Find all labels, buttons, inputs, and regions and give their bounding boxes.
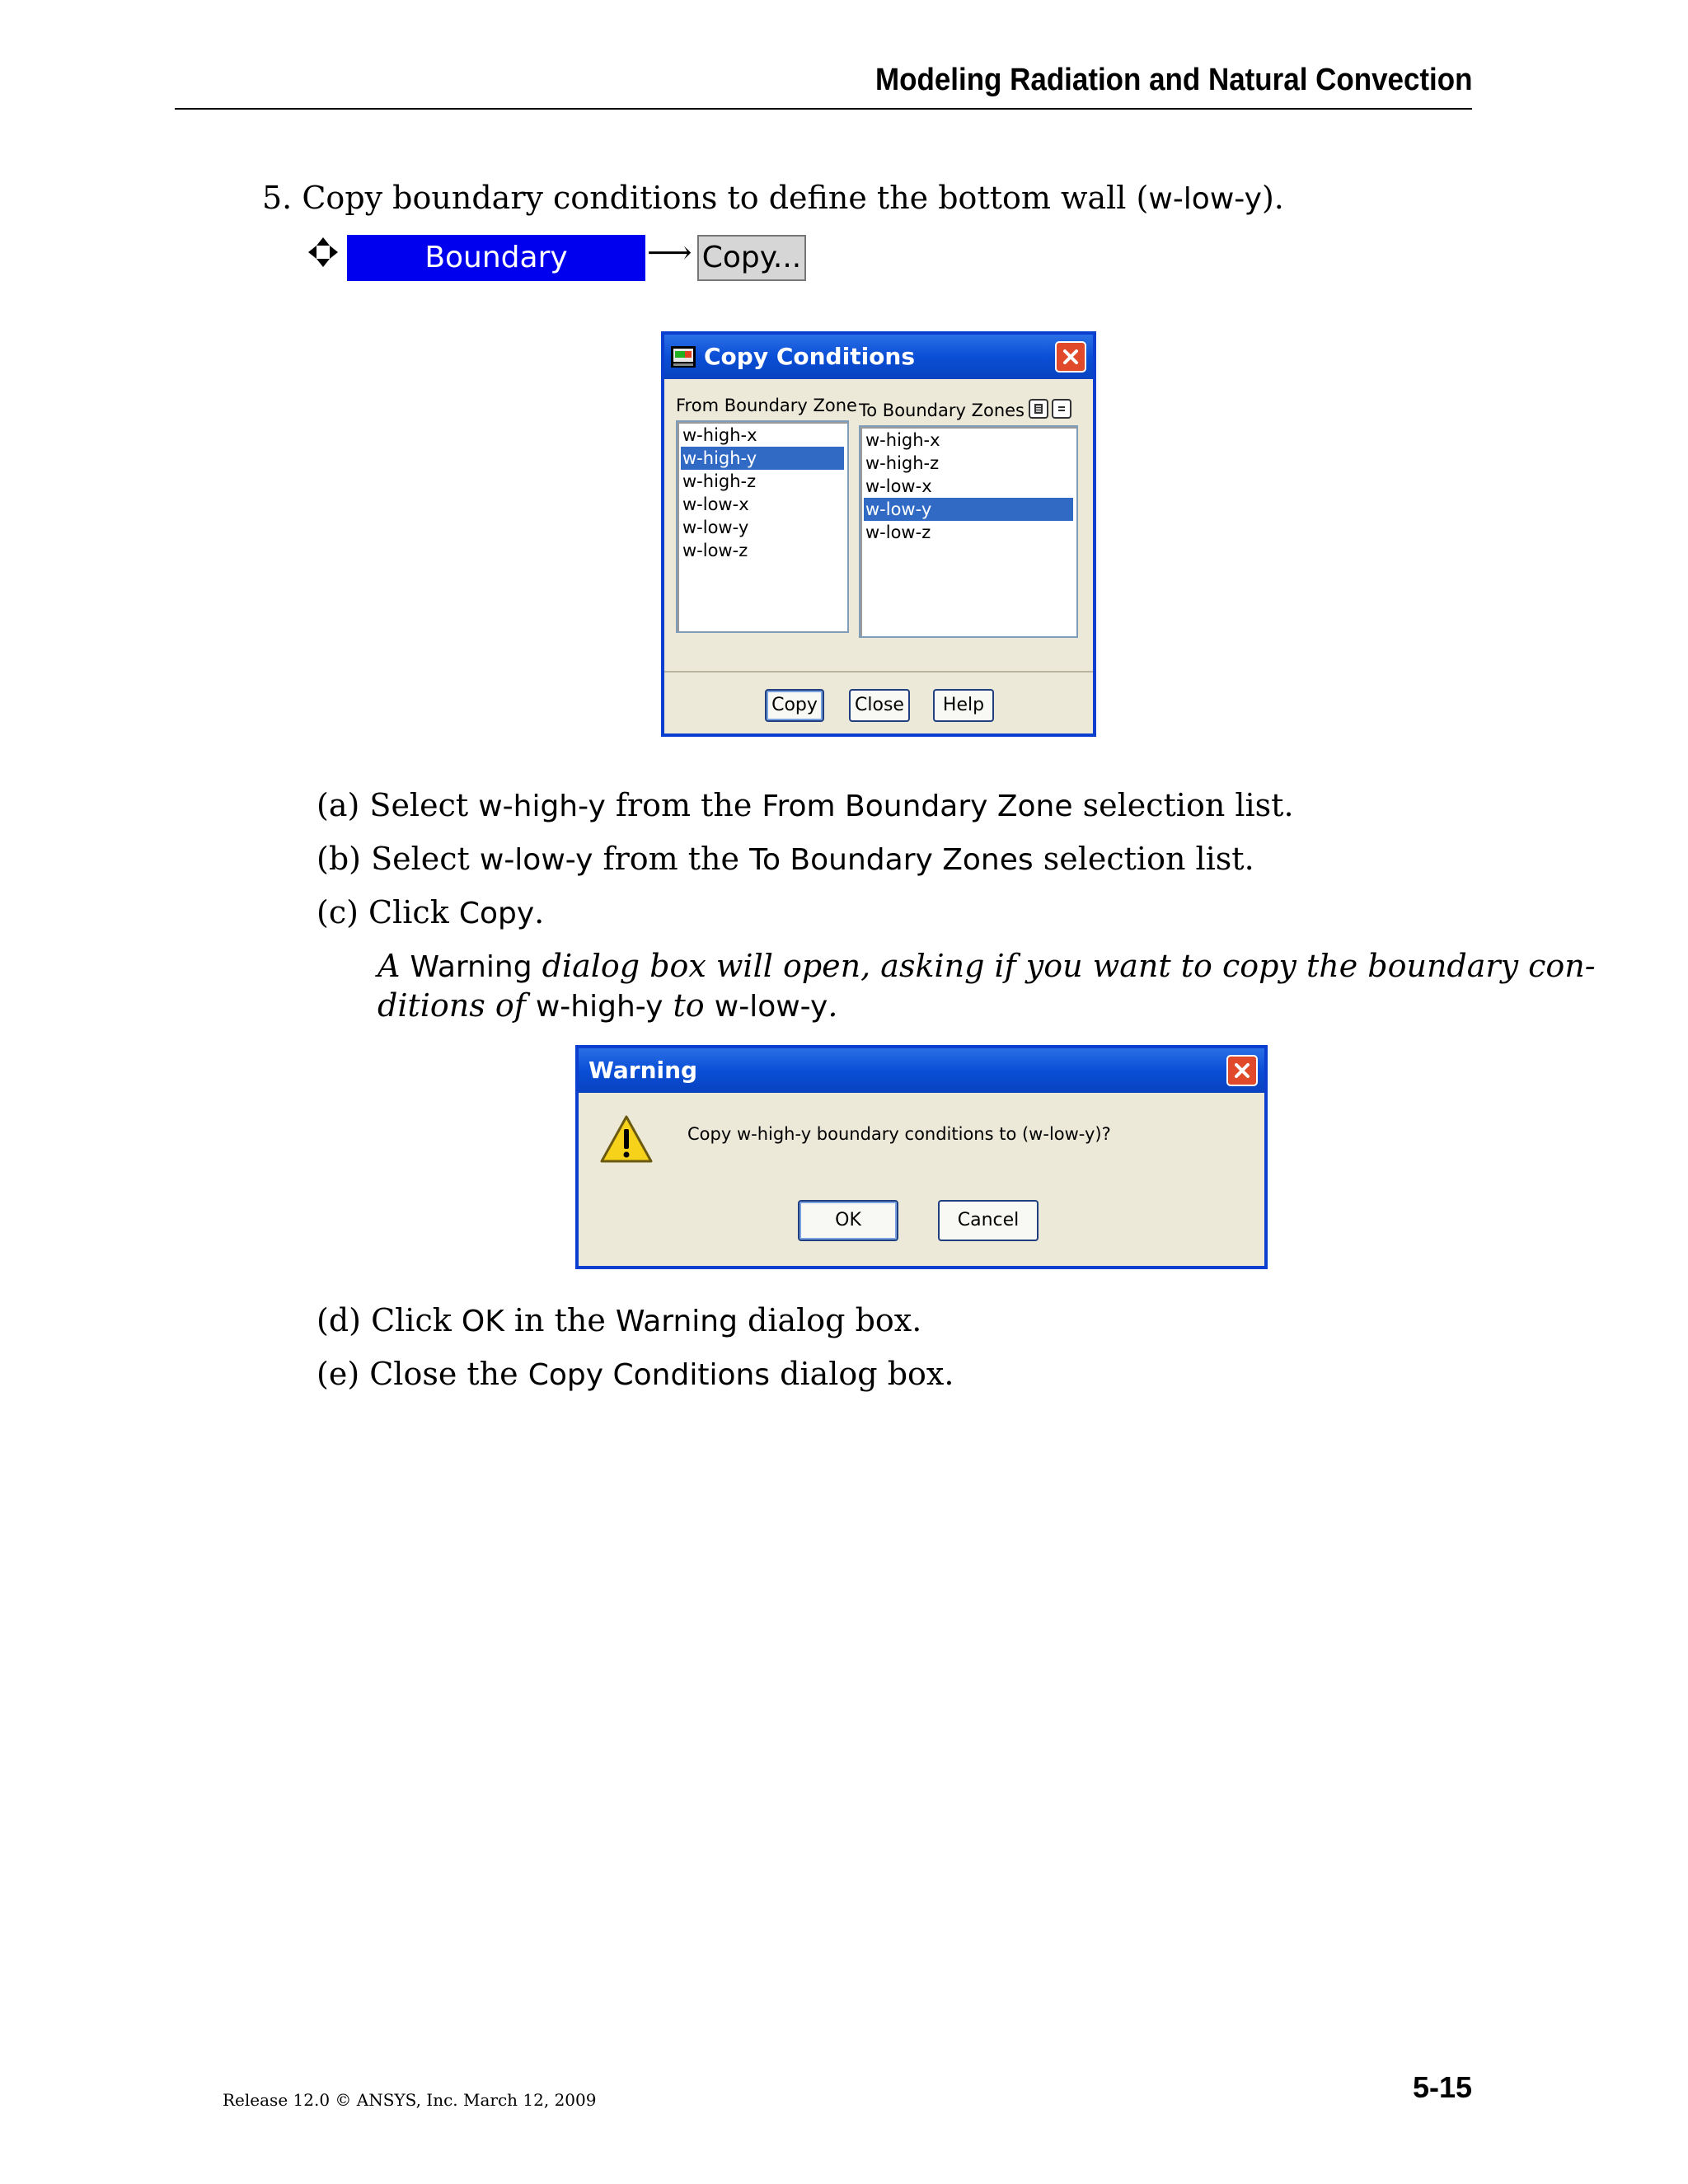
boundary-conditions-menu[interactable]: Boundary Conditions [347,235,645,281]
zone-name: w-high-y [535,990,663,1024]
copy-menu-button[interactable]: Copy... [697,235,806,281]
note-text: dialog box will open, asking if you want to copy the boundary con- [532,948,1596,984]
warning-dialog [575,1045,1268,1269]
substep-text: Select [371,841,480,877]
step-number: 5. [262,180,293,216]
substep-text: Select [369,787,479,823]
from-list-item[interactable]: w-high-x [682,425,757,445]
substep-c [316,894,544,932]
menu-arrow: ⟶ [647,234,692,270]
to-list-item-selected[interactable]: w-low-y [864,498,1073,521]
substep-marker: (b) [316,841,361,877]
page-number: 5-15 [1412,2070,1472,2104]
step-5 [262,180,1284,218]
select-all-icon [1033,403,1044,415]
help-button[interactable]: Help [933,689,994,722]
warning-icon [600,1114,653,1164]
ui-term: From Boundary Zone [762,790,1073,823]
note-text: A [377,948,410,984]
substep-a [316,787,1294,825]
substep-text: from the [593,841,750,877]
from-list-item[interactable]: w-low-x [682,494,749,514]
substep-text: selection list. [1072,787,1294,823]
substep-marker: (d) [316,1302,361,1338]
ui-term: OK [461,1305,504,1338]
ui-term: Warning [410,950,532,984]
step-text-end: ). [1261,180,1284,216]
ui-term: Copy [458,897,535,930]
warning-dialog-titlebar [579,1048,1264,1093]
substep-text: dialog box. [770,1356,954,1392]
note-text: . [828,987,838,1024]
substep-text: Click [371,1302,462,1338]
header-rule [175,108,1472,110]
warning-note-line-2 [377,987,837,1025]
from-list-item[interactable]: w-high-z [682,471,757,491]
substep-text: from the [605,787,762,823]
close-icon [1062,349,1079,365]
note-text: ditions of [377,987,536,1024]
to-list-item[interactable]: w-high-z [865,453,940,473]
warning-note-line-1 [377,948,1596,986]
substep-b [316,841,1254,879]
fluent-app-icon [671,346,696,368]
step-zone: w-low-y [1148,182,1262,216]
to-boundary-zones-list[interactable] [859,425,1078,638]
from-boundary-zone-label: From Boundary Zone [676,396,857,415]
from-list-item[interactable]: w-low-z [682,541,748,560]
copy-dialog-close-button[interactable] [1055,341,1086,373]
cancel-button[interactable]: Cancel [938,1200,1039,1241]
substep-text: Click [368,894,459,930]
page-header-title: Modeling Radiation and Natural Convection [874,63,1472,97]
deselect-all-icon [1056,403,1067,415]
footer-release: Release 12.0 © ANSYS, Inc. March 12, 2009 [223,2090,597,2110]
deselect-all-button[interactable] [1052,399,1071,419]
copy-conditions-dialog [661,331,1096,737]
substep-text: . [534,894,545,930]
substep-marker: (c) [316,894,359,930]
copy-dialog-title: Copy Conditions [704,343,916,370]
copy-dialog-titlebar [664,335,1093,379]
substep-marker: (a) [316,787,360,823]
warning-message: Copy w-high-y boundary conditions to (w-low-y)? [687,1124,1111,1144]
from-list-item[interactable]: w-low-y [682,518,749,537]
ui-term: Copy Conditions [528,1358,771,1392]
zone-name: w-low-y [714,990,828,1024]
zone-name: w-low-y [479,843,593,877]
step-text: Copy boundary conditions to define the bottom wall ( [302,180,1149,216]
to-list-item[interactable]: w-low-x [865,476,932,496]
to-boundary-zones-label: To Boundary Zones [859,401,1025,420]
close-icon [1234,1062,1250,1079]
ok-button[interactable]: OK [798,1200,898,1241]
from-list-item-selected[interactable]: w-high-y [681,447,844,470]
copy-button[interactable]: Copy [765,689,824,722]
close-button[interactable]: Close [849,689,910,722]
select-all-button[interactable] [1029,399,1048,419]
to-list-item[interactable]: w-high-x [865,430,940,450]
substep-e [316,1356,954,1394]
substep-marker: (e) [316,1356,360,1392]
warning-dialog-title: Warning [588,1057,698,1084]
menu-path-icon [307,236,340,269]
note-text: to [663,987,715,1024]
substep-text: dialog box. [737,1302,922,1338]
zone-name: w-high-y [478,790,606,823]
substep-text: Close the [369,1356,528,1392]
dialog-divider [664,671,1093,673]
warning-dialog-close-button[interactable] [1226,1055,1258,1086]
from-boundary-zone-list[interactable] [676,420,849,633]
to-list-item[interactable]: w-low-z [865,523,931,542]
substep-text: in the [504,1302,616,1338]
ui-term: Warning [615,1305,738,1338]
substep-d [316,1302,921,1340]
ui-term: To Boundary Zones [749,843,1034,877]
substep-text: selection list. [1033,841,1254,877]
